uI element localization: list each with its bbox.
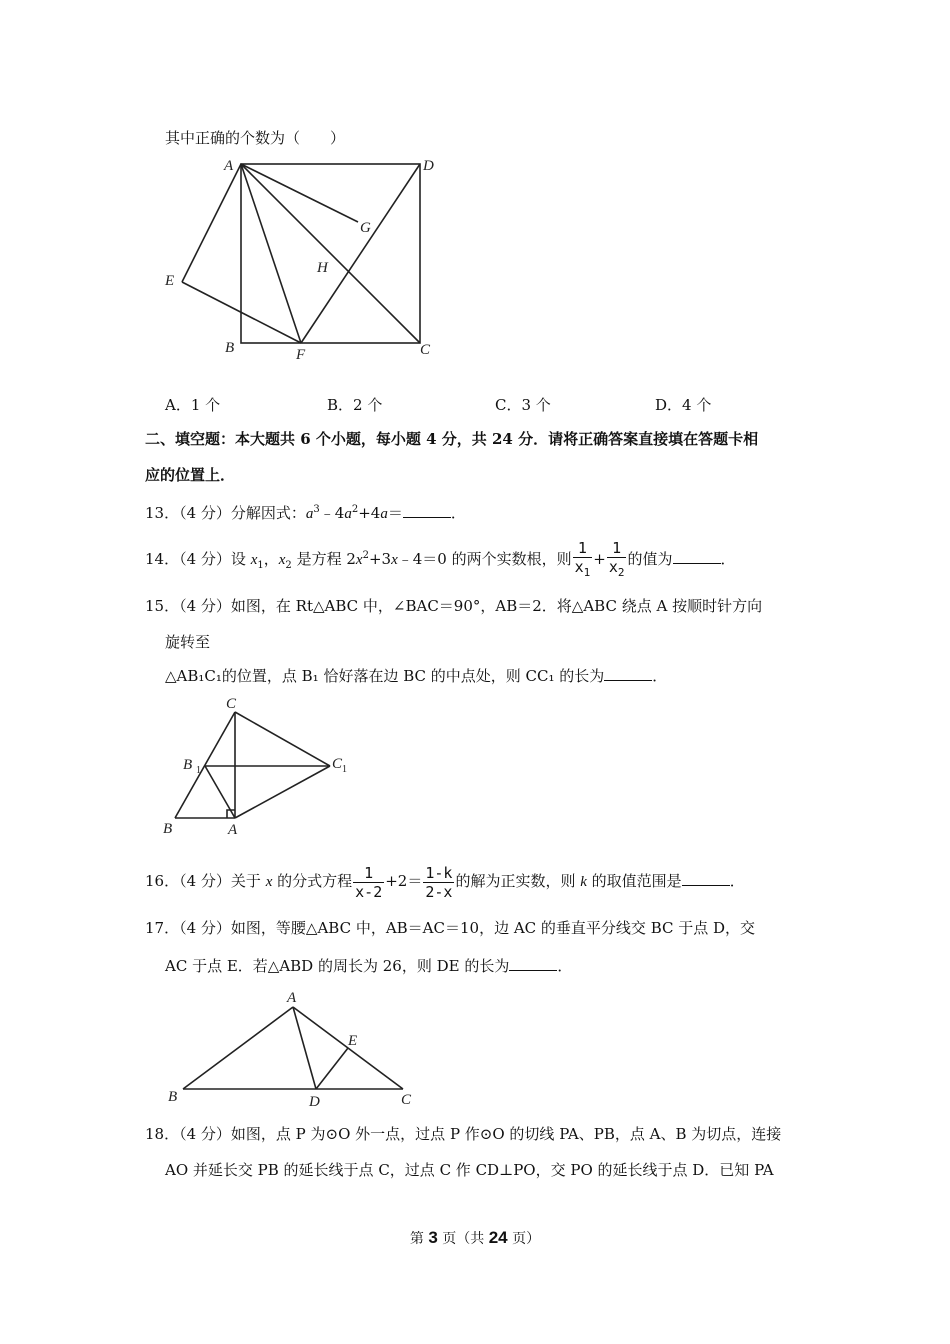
fraction-1-over-x1: $\frac{1}{x_1}$	[574, 538, 591, 579]
label-C: C	[401, 1092, 412, 1108]
page-footer: 第 3 页（共 24 页）	[409, 1228, 541, 1247]
question-18-line1: 18．（4 分）如图，点 P 为⊙O 外一点，过点 P 作⊙O 的切线 PA、PB，点 A、B 为切点，连接	[145, 1125, 782, 1143]
label-D: D	[309, 1094, 320, 1110]
svg-text:1: 1	[196, 765, 201, 776]
label-E: E	[165, 273, 175, 289]
label-C1: C	[332, 756, 343, 772]
label-G: G	[360, 220, 371, 236]
label-E: E	[348, 1033, 358, 1049]
section-header-line1: 二、填空题：本大题共 6 个小题，每小题 4 分，共 24 分．请将正确答案直接填在答题卡相	[145, 430, 759, 448]
label-B: B	[163, 821, 173, 837]
label-B: B	[225, 340, 235, 356]
label-C: C	[420, 342, 431, 358]
label-F: F	[296, 347, 306, 363]
fraction-1-minus-k-over-2-minus-x: $\frac{1-k}{2-x}$	[425, 863, 453, 901]
question-17-line1: 17．（4 分）如图，等腰△ABC 中，AB＝AC＝10，边 AC 的垂直平分线交 BC 于点 D，交	[145, 919, 756, 937]
label-A: A	[228, 822, 238, 838]
section-header-line2: 应的位置上．	[145, 466, 236, 484]
fraction-1-over-x2: $\frac{1}{x_2}$	[608, 538, 625, 579]
option-a: A．1 个	[165, 396, 221, 414]
question-13: 13．（4 分）分解因式：$a^3﹣4a^2+4a=$ ．	[145, 504, 466, 522]
label-B: B	[168, 1089, 178, 1105]
question-17-line2: AC 于点 E．若△ABD 的周长为 26，则 DE 的长为 ．	[165, 957, 573, 975]
label-B1: B	[183, 757, 193, 773]
label-C: C	[226, 696, 237, 712]
page-total: 24	[488, 1228, 508, 1247]
question-15-line1: 15．（4 分）如图，在 Rt△ABC 中，∠BAC＝90°，AB＝2．将△ABC 绕点 A 按顺时针方向	[145, 597, 763, 615]
svg-text:1: 1	[342, 764, 347, 775]
question-15-line2: 旋转至	[165, 633, 211, 651]
question-14: 14．（4 分）设 $x_1$，$x_2$ 是方程 $2x^2+3x﹣4=0$ 的两个实数根，则 $\frac{1}{x_1}$ + $\frac{1}{x_2}$ 的值为 ．	[145, 532, 736, 590]
label-D: D	[423, 158, 434, 174]
label-A: A	[287, 990, 297, 1006]
option-c: C．3 个	[495, 396, 551, 414]
question-16: 16．（4 分）关于 x 的分式方程 $\frac{1}{x-2}$ +2＝ $\frac{1-k}{2-x}$ 的解为正实数，则 k 的取值范围是 ．	[145, 863, 745, 901]
page-number: 3	[428, 1228, 438, 1247]
option-b: B．2 个	[327, 396, 383, 414]
question-intro: 其中正确的个数为（ ）	[165, 129, 346, 147]
question-18-line2: AO 并延长交 PB 的延长线于点 C，过点 C 作 CD⊥PO，交 PO 的延长线于点 D．已知 PA	[165, 1161, 774, 1179]
label-A: A	[224, 158, 234, 174]
option-d: D．4 个	[655, 396, 712, 414]
question-15-line3: △AB₁C₁的位置，点 B₁ 恰好落在边 BC 的中点处，则 CC₁ 的长为 ．	[165, 667, 668, 685]
fraction-1-over-x-minus-2: $\frac{1}{x-2}$	[355, 863, 383, 901]
label-H: H	[317, 260, 328, 276]
